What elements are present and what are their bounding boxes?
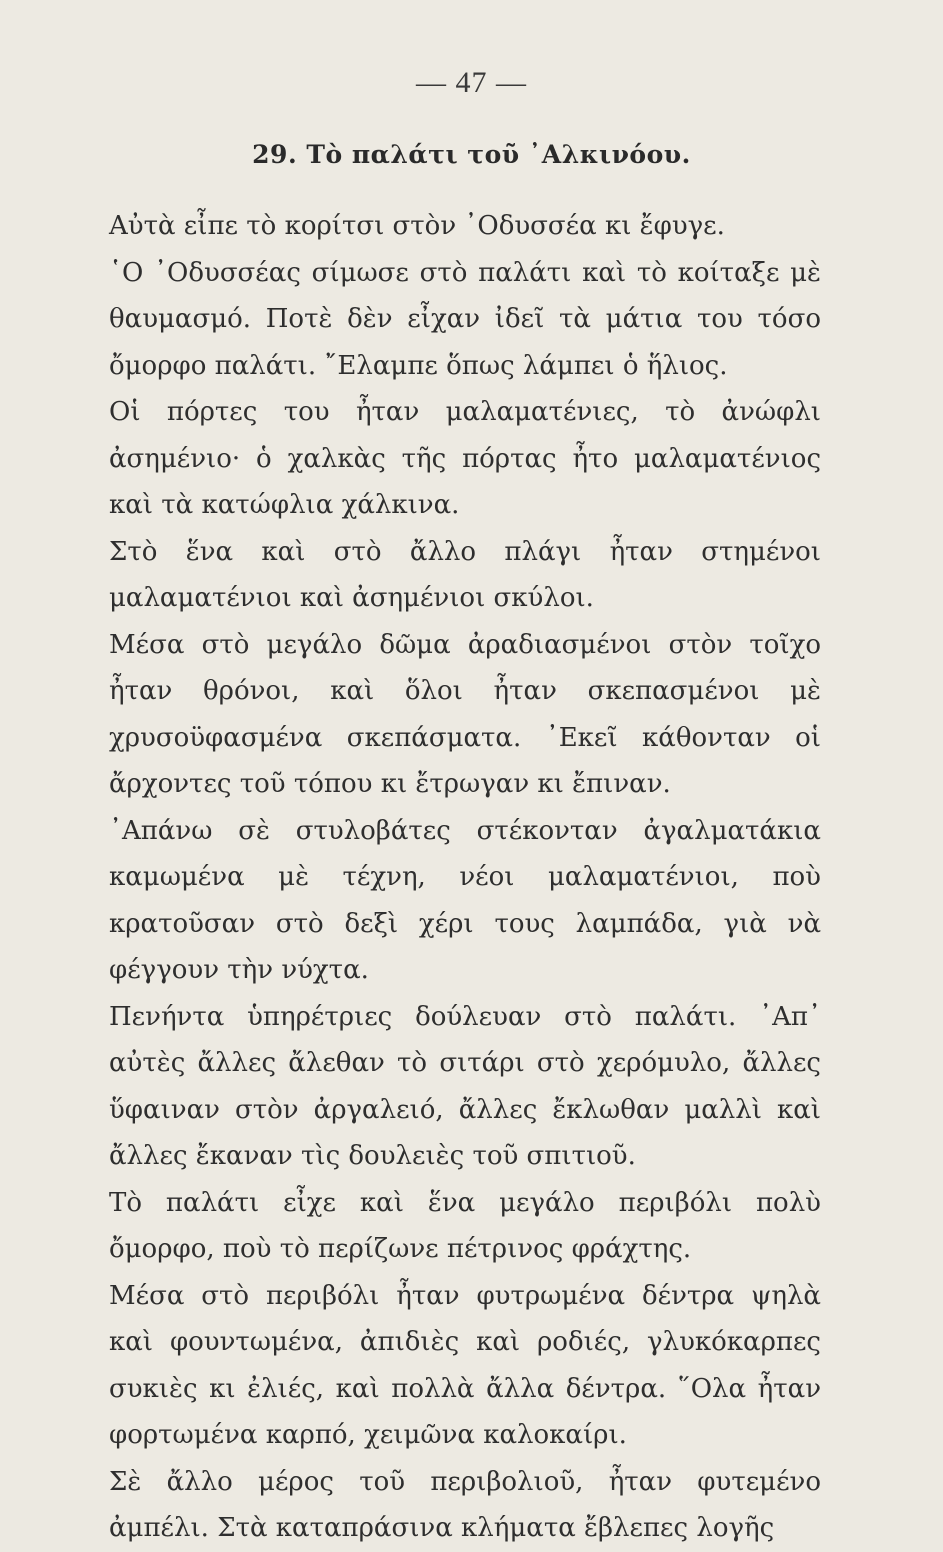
paragraph: ᾿Απάνω σὲ στυλοβάτες στέκονταν ἀγαλματάκια καμωμένα μὲ τέχνη, νέοι μαλαματένιοι, ποὺ κρατοῦσαν στὸ δεξὶ χέρι τους λαμπάδα, γιὰ νὰ φέγγουν τὴν νύχτα. <box>109 815 821 985</box>
body-text <box>109 203 821 1552</box>
paragraph: Σὲ ἄλλο μέρος τοῦ περιβολιοῦ, ἦταν φυτεμένο ἀμπέλι. Στὰ καταπράσινα κλήματα ἔβλεπες λογῆς <box>109 1466 821 1543</box>
page-number: — 47 — <box>416 66 527 99</box>
paragraph: Αὐτὰ εἶπε τὸ κορίτσι στὸν ᾿Οδυσσέα κι ἔφυγε. <box>109 211 725 241</box>
paragraph: Μέσα στὸ περιβόλι ἦταν φυτρωμένα δέντρα ψηλὰ καὶ φουντωμένα, ἀπιδιὲς καὶ ροδιές, γλυκόκαρπες συκιὲς κι ἐλιές, καὶ πολλὰ ἄλλα δέντρα. ῞Ολα ἦταν φορτωμένα καρπό, χειμῶνα καλοκαίρι. <box>109 1280 821 1450</box>
paragraph: ῾Ο ᾿Οδυσσέας σίμωσε στὸ παλάτι καὶ τὸ κοίταξε μὲ θαυμασμό. Ποτὲ δὲν εἶχαν ἰδεῖ τὰ μάτια του τόσο ὄμορφο παλάτι. ῎Ελαμπε ὅπως λάμπει ὁ ἥλιος. <box>109 257 821 381</box>
paragraph: Οἱ πόρτες του ἦταν μαλαματένιες, τὸ ἀνώφλι ἀσημένιο· ὁ χαλκὰς τῆς πόρτας ἦτο μαλαματένιος καὶ τὰ κατώφλια χάλκινα. <box>109 397 821 520</box>
paragraph: Στὸ ἕνα καὶ στὸ ἄλλο πλάγι ἦταν στημένοι μαλαματένιοι καὶ ἀσημένιοι σκύλοι. <box>109 536 821 613</box>
paragraph: Πενήντα ὑπηρέτριες δούλευαν στὸ παλάτι. ᾿Απ᾿ αὐτὲς ἄλλες ἄλεθαν τὸ σιτάρι στὸ χερόμυλο, ἄλλες ὕφαιναν στὸν ἀργαλειό, ἄλλες ἔκλωθαν μαλλὶ καὶ ἄλλες ἔκαναν τὶς δουλειὲς τοῦ σπιτιοῦ. <box>109 1001 821 1171</box>
paragraph: Τὸ παλάτι εἶχε καὶ ἕνα μεγάλο περιβόλι πολὺ ὄμορφο, ποὺ τὸ περίζωνε πέτρινος φράχτης. <box>109 1187 821 1264</box>
paragraph: Μέσα στὸ μεγάλο δῶμα ἀραδιασμένοι στὸν τοῖχο ἦταν θρόνοι, καὶ ὅλοι ἦταν σκεπασμένοι μὲ χρυσοϋφασμένα σκεπάσματα. ᾿Εκεῖ κάθονταν οἱ ἄρχοντες τοῦ τόπου κι ἔτρωγαν κι ἔπιναν. <box>109 629 821 799</box>
section-heading: 29. Τὸ παλάτι τοῦ ᾿Αλκινόου. <box>252 140 691 169</box>
